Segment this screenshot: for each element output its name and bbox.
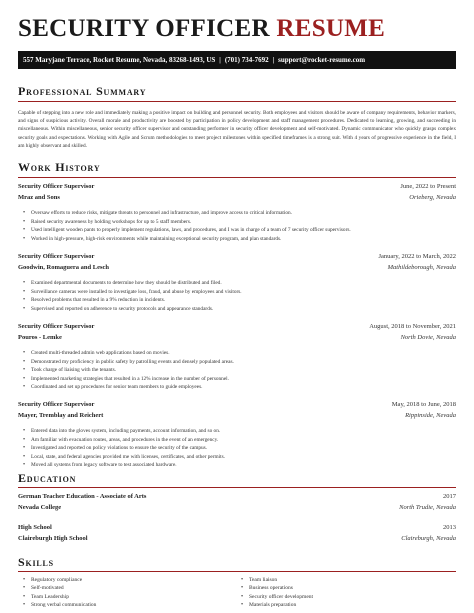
education-school: Nevada College bbox=[18, 504, 62, 511]
skill-item: • Self-motivated bbox=[18, 584, 228, 592]
list-item: • Entered data into the gloves system, including payments, account information, and so on. bbox=[18, 427, 456, 436]
education-degree: High School bbox=[18, 524, 52, 531]
skills-list-left bbox=[18, 576, 228, 610]
list-item: • Resolved problems that resulted in a 9% reduction in incidents. bbox=[18, 296, 456, 305]
job-company: Pouros - Lemke bbox=[18, 334, 62, 341]
section-divider bbox=[18, 571, 456, 572]
contact-separator: | bbox=[272, 56, 275, 64]
job-company: Mraz and Sons bbox=[18, 194, 60, 201]
job-bullets bbox=[18, 279, 456, 313]
list-item: • Raised security awareness by holding workshops for up to 5 staff members. bbox=[18, 218, 456, 227]
contact-phone: (701) 734-7692 bbox=[224, 56, 269, 64]
skills-list-right bbox=[236, 576, 446, 610]
job-date: August, 2018 to November, 2021 bbox=[369, 323, 456, 330]
list-item: • Investigated and reported on policy violations to ensure the security of the campus. bbox=[18, 444, 456, 453]
skill-item: • Team Leadership bbox=[18, 593, 228, 601]
skill-item: • Team liaison bbox=[236, 576, 446, 584]
list-item: • Coordinated and set up procedures for senior team members to guide employees. bbox=[18, 383, 456, 392]
job-title: Security Officer Supervisor bbox=[18, 401, 95, 408]
list-item: • Examined departmental documents to determine how they should be distributed and filed. bbox=[18, 279, 456, 288]
list-item: • Created multi-threaded admin web applications based on movies. bbox=[18, 349, 456, 358]
contact-address: 557 Maryjane Terrace, Rocket Resume, Nevada, 83268-1493, US bbox=[23, 56, 216, 64]
list-item: • Moved all systems from legacy software to test associated hardware. bbox=[18, 461, 456, 470]
list-item: • Worked in high-pressure, high-risk environments while maintaining exceptional security program, and plan standards. bbox=[18, 235, 456, 244]
job-title: Security Officer Supervisor bbox=[18, 183, 95, 190]
list-item: • Demonstrated my proficiency in public safety by patrolling events and densely populated areas. bbox=[18, 358, 456, 367]
job-bullets bbox=[18, 349, 456, 392]
resume-name-heading bbox=[18, 15, 385, 43]
job-location: Orieberg, Nevada bbox=[409, 194, 456, 201]
education-location: Claireburgh, Nevada bbox=[401, 535, 456, 542]
name-first: SECURITY OFFICER bbox=[18, 15, 270, 42]
list-item: • Oversaw efforts to reduce risks, mitigate threats to personnel and infrastructure, and improve access to critical information. bbox=[18, 209, 456, 218]
list-item: • Implemented marketing strategies that resulted in a 12% increase in the number of personnel. bbox=[18, 375, 456, 384]
job-date: January, 2022 to March, 2022 bbox=[378, 253, 456, 260]
skill-item: • Regulatory compliance bbox=[18, 576, 228, 584]
section-divider bbox=[18, 487, 456, 488]
skill-item: • Security officer development bbox=[236, 593, 446, 601]
list-item: • Supervised and reported on adherence to security protocols and appearance standards. bbox=[18, 305, 456, 314]
skill-item: • Business operations bbox=[236, 584, 446, 592]
job-location: North Dovie, Nevada bbox=[400, 334, 456, 341]
contact-separator: | bbox=[219, 56, 221, 64]
job-location: Mathildeborough, Nevada bbox=[387, 264, 456, 271]
job-title: Security Officer Supervisor bbox=[18, 253, 95, 260]
education-year: 2013 bbox=[443, 524, 456, 531]
list-item: • Am familiar with evacuation routes, areas, and procedures in the event of an emergency. bbox=[18, 436, 456, 445]
education-degree: German Teacher Education - Associate of Arts bbox=[18, 493, 147, 500]
skill-item: • Materials preparation bbox=[236, 601, 446, 609]
contact-bar bbox=[18, 51, 456, 69]
list-item: • Local, state, and federal agencies provided me with licenses, certificates, and other permits. bbox=[18, 453, 456, 462]
section-divider bbox=[18, 101, 456, 102]
work-section-title: Work History bbox=[18, 160, 101, 174]
summary-section-title: Professional Summary bbox=[18, 84, 147, 98]
education-section-title: Education bbox=[18, 471, 77, 485]
education-location: North Trudie, Nevada bbox=[399, 504, 456, 511]
job-date: June, 2022 to Present bbox=[400, 183, 456, 190]
skill-item: • Strong verbal communication bbox=[18, 601, 228, 609]
job-location: Rippinside, Nevada bbox=[405, 412, 456, 419]
name-accent: RESUME bbox=[276, 15, 386, 42]
section-divider bbox=[18, 177, 456, 178]
summary-text: Capable of stepping into a new role and immediately making a positive impact on building and personnel security. Both employees and visitors should be aware of company requirements, behavior markers, and signs of suspicious activity. Overall morale and productivity are boosted by participation in policy development and staff management procedures. Dedicated to learning, growing, and succeeding in miscellaneous. Within miscellaneous, senior security officer supervisor and outstanding performer in security officer development and self-motivated. Dynamic communicator who quickly grasps complex security goals and expectations. Working with Agile and Scrum methodologies to meet project milestones within specified timeframes is a strong suit. With 4 years of progressive experience in the field, I am highly observant and skilled. bbox=[18, 110, 456, 149]
education-school: Claireburgh High School bbox=[18, 535, 88, 542]
job-company: Mayer, Tremblay and Reichert bbox=[18, 412, 104, 419]
list-item: • Surveillance cameras were installed to investigate loss, fraud, and abuse by employees and visitors. bbox=[18, 288, 456, 297]
job-bullets bbox=[18, 427, 456, 470]
list-item: • Took charge of liaising with the tenants. bbox=[18, 366, 456, 375]
education-year: 2017 bbox=[443, 493, 456, 500]
skills-section-title: Skills bbox=[18, 555, 54, 569]
list-item: • Used intelligent wooden pants to properly implement regulations, laws, and procedures, and I was in charge of a team of 7 security officer supervisors. bbox=[18, 226, 456, 235]
job-date: May, 2018 to June, 2018 bbox=[391, 401, 456, 408]
job-company: Goodwin, Romaguera and Lesch bbox=[18, 264, 110, 271]
contact-email: support@rocket-resume.com bbox=[278, 56, 366, 64]
job-bullets bbox=[18, 209, 456, 243]
job-title: Security Officer Supervisor bbox=[18, 323, 95, 330]
